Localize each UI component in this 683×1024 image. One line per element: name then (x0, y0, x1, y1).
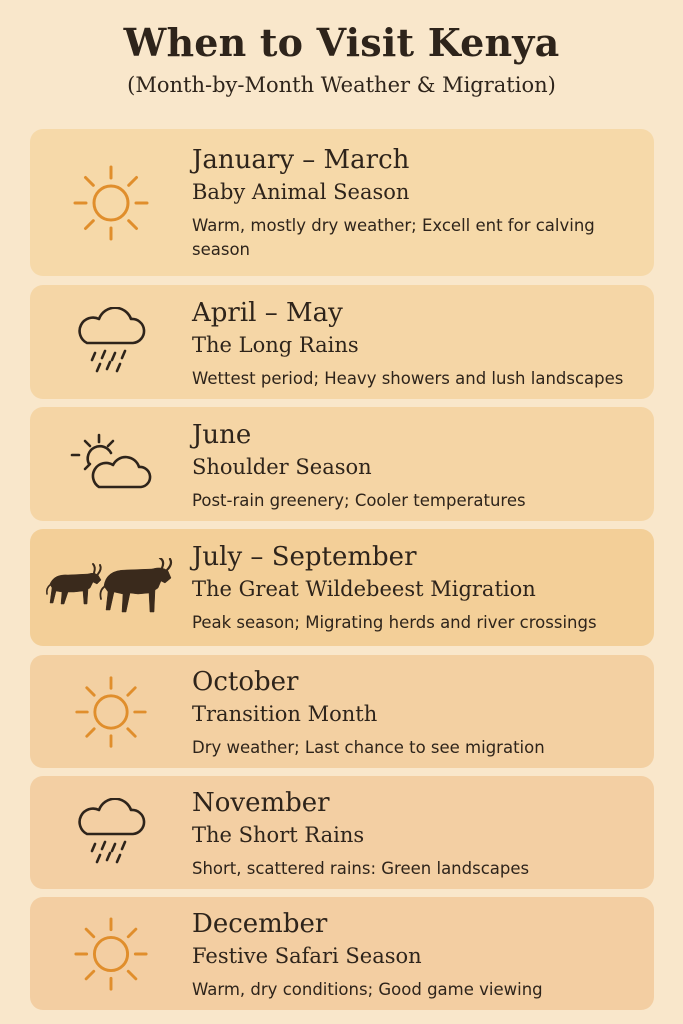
period-text (192, 540, 644, 635)
period-text (192, 143, 644, 262)
partly-cloudy-icon (30, 407, 192, 521)
period-season: Shoulder Season (192, 455, 372, 479)
period-description: Warm, mostly dry weather; Excell ent for calving season (192, 216, 595, 259)
period-text (192, 296, 644, 391)
rain-cloud-icon (30, 285, 192, 399)
period-card-june (30, 407, 654, 521)
period-text (192, 665, 644, 760)
period-months: January – March (192, 145, 410, 175)
period-text (192, 418, 644, 513)
period-card-december (30, 897, 654, 1010)
period-season: The Great Wildebeest Migration (192, 577, 536, 601)
period-months: July – September (192, 542, 417, 572)
period-months: June (192, 420, 252, 450)
period-months: November (192, 788, 330, 818)
sun-icon (30, 129, 192, 276)
period-description: Post-rain greenery; Cooler temperatures (192, 491, 526, 510)
period-card-apr-may (30, 285, 654, 399)
rain-cloud-icon (30, 776, 192, 889)
period-text (192, 786, 644, 881)
period-description: Dry weather; Last chance to see migration (192, 738, 545, 757)
period-season: The Short Rains (192, 823, 365, 847)
sun-icon (30, 897, 192, 1010)
period-season: Festive Safari Season (192, 944, 422, 968)
period-card-november (30, 776, 654, 889)
page-title: When to Visit Kenya (123, 20, 560, 65)
period-months: April – May (192, 298, 343, 328)
period-season: The Long Rains (192, 333, 359, 357)
period-description: Warm, dry conditions; Good game viewing (192, 980, 543, 999)
period-months: December (192, 909, 328, 939)
wildebeest-icon (44, 529, 209, 646)
period-card-october (30, 655, 654, 768)
period-months: October (192, 667, 299, 697)
period-season: Baby Animal Season (192, 180, 410, 204)
header (0, 18, 683, 100)
period-card-jul-sep (30, 529, 654, 646)
period-description: Short, scattered rains: Green landscapes (192, 859, 530, 878)
period-description: Wettest period; Heavy showers and lush landscapes (192, 369, 624, 388)
period-card-jan-mar (30, 129, 654, 276)
page-subtitle: (Month-by-Month Weather & Migration) (127, 73, 556, 97)
period-description: Peak season; Migrating herds and river crossings (192, 613, 597, 632)
sun-icon (30, 655, 192, 768)
period-text (192, 907, 644, 1002)
period-season: Transition Month (192, 702, 378, 726)
